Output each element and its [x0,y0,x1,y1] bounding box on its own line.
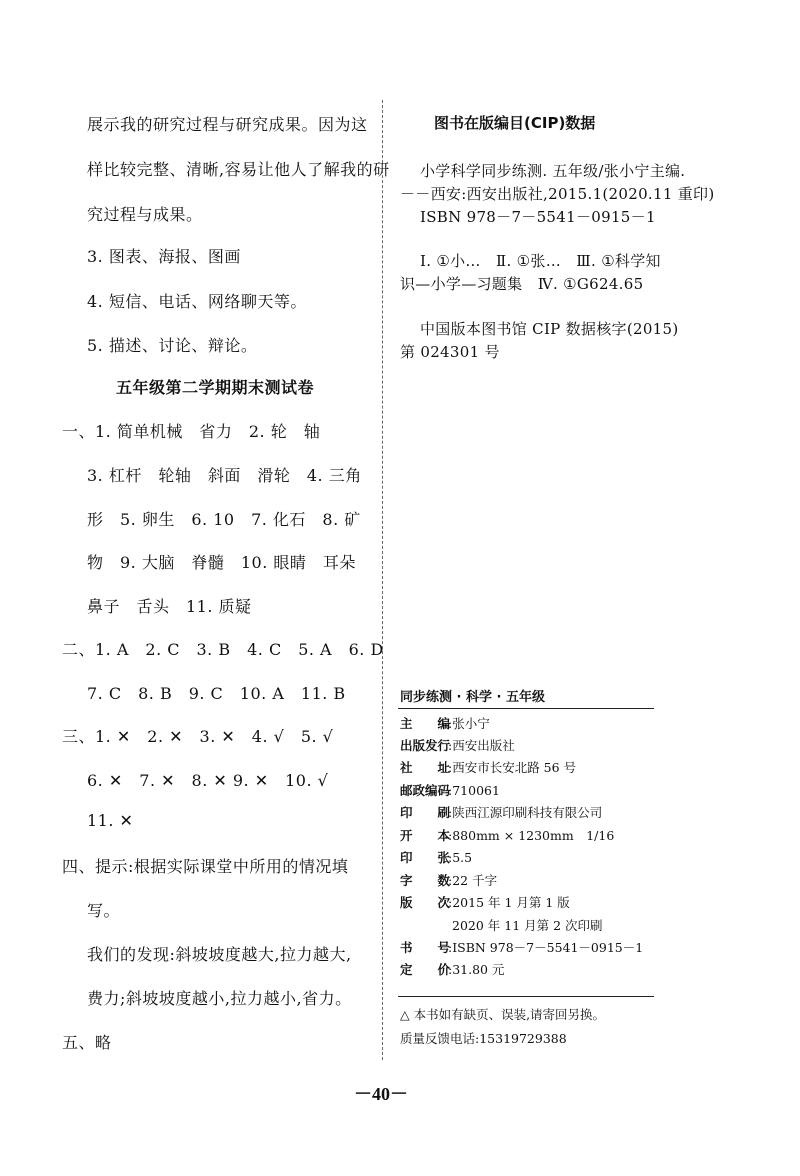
section-4-line: 我们的发现:斜坡坡度越大,拉力越大, [87,945,352,964]
list-item: 3. 图表、海报、图画 [87,247,241,266]
section-1-line: 物 9. 大脑 脊髓 10. 眼睛 耳朵 [87,553,356,572]
section-1-line: 形 5. 卵生 6. 10 7. 化石 8. 矿 [87,510,361,529]
section-5: 五、略 [62,1033,112,1052]
intro-line-1: 展示我的研究过程与研究成果。因为这 [87,115,368,134]
colophon-row: 主 编:张小宁 [400,716,490,731]
cip-line: 中国版本图书馆 CIP 数据核字(2015) [420,320,679,338]
cip-line: －－西安:西安出版社,2015.1(2020.11 重印) [400,185,715,203]
section-4-line: 四、提示:根据实际课堂中所用的情况填 [62,857,349,876]
colophon-row: 开 本:880mm × 1230mm 1/16 [400,828,615,843]
section-1-line: 3. 杠杆 轮轴 斜面 滑轮 4. 三角 [87,466,362,485]
colophon-top-rule [398,708,654,709]
section-1-line: 鼻子 舌头 11. 质疑 [87,597,252,616]
intro-line-3: 究过程与成果。 [87,205,203,224]
cip-line: 第 024301 号 [400,343,500,361]
exam-title: 五年级第二学期期末测试卷 [116,378,315,397]
section-3-line: 三、1. ✕ 2. ✕ 3. ✕ 4. √ 5. √ [62,727,334,746]
list-item: 4. 短信、电话、网络聊天等。 [87,292,307,311]
colophon-row: 书 号:ISBN 978－7－5541－0915－1 [400,940,644,955]
cip-line: Ⅰ. ①小… Ⅱ. ①张… Ⅲ. ①科学知 [420,252,661,270]
colophon-row: 印 张:5.5 [400,850,473,865]
list-item: 5. 描述、讨论、辩论。 [87,336,258,355]
colophon-row: 出版发行:西安出版社 [400,738,515,753]
intro-line-2: 样比较完整、清晰,容易让他人了解我的研 [87,160,390,179]
cip-title: 图书在版编目(CIP)数据 [434,114,596,132]
column-divider [382,100,383,1060]
colophon-row: 印 刷:陕西江源印刷科技有限公司 [400,805,603,820]
colophon-row: 字 数:22 千字 [400,873,498,888]
cip-line: 小学科学同步练测. 五年级/张小宁主编. [420,162,686,180]
cip-line: 识—小学—习题集 Ⅳ. ①G624.65 [400,275,644,293]
colophon-notice: △ 本书如有缺页、误装,请寄回另换。 [400,1007,606,1022]
colophon-row: 2020 年 11 月第 2 次印刷 [452,918,603,933]
colophon-title: 同步练测 · 科学 · 五年级 [400,690,545,705]
section-4-line: 费力;斜坡坡度越小,拉力越小,省力。 [87,989,352,1008]
colophon-bottom-rule [398,996,654,997]
colophon-feedback: 质量反馈电话:15319729388 [400,1031,567,1046]
colophon-row: 邮政编码:710061 [400,783,500,798]
page-number: －40－ [354,1084,408,1104]
colophon-row: 版 次:2015 年 1 月第 1 版 [400,895,570,910]
section-4-line: 写。 [87,901,121,920]
section-2-line: 7. C 8. B 9. C 10. A 11. B [87,684,346,703]
cip-line: ISBN 978－7－5541－0915－1 [420,208,656,226]
section-3-line: 11. ✕ [87,811,134,830]
colophon-row: 社 址:西安市长安北路 56 号 [400,760,577,775]
section-2-line: 二、1. A 2. C 3. B 4. C 5. A 6. D [62,640,384,659]
section-1-line: 一、1. 简单机械 省力 2. 轮 轴 [62,422,321,441]
section-3-line: 6. ✕ 7. ✕ 8. ✕ 9. ✕ 10. √ [87,771,329,790]
colophon-row: 定 价:31.80 元 [400,962,505,977]
